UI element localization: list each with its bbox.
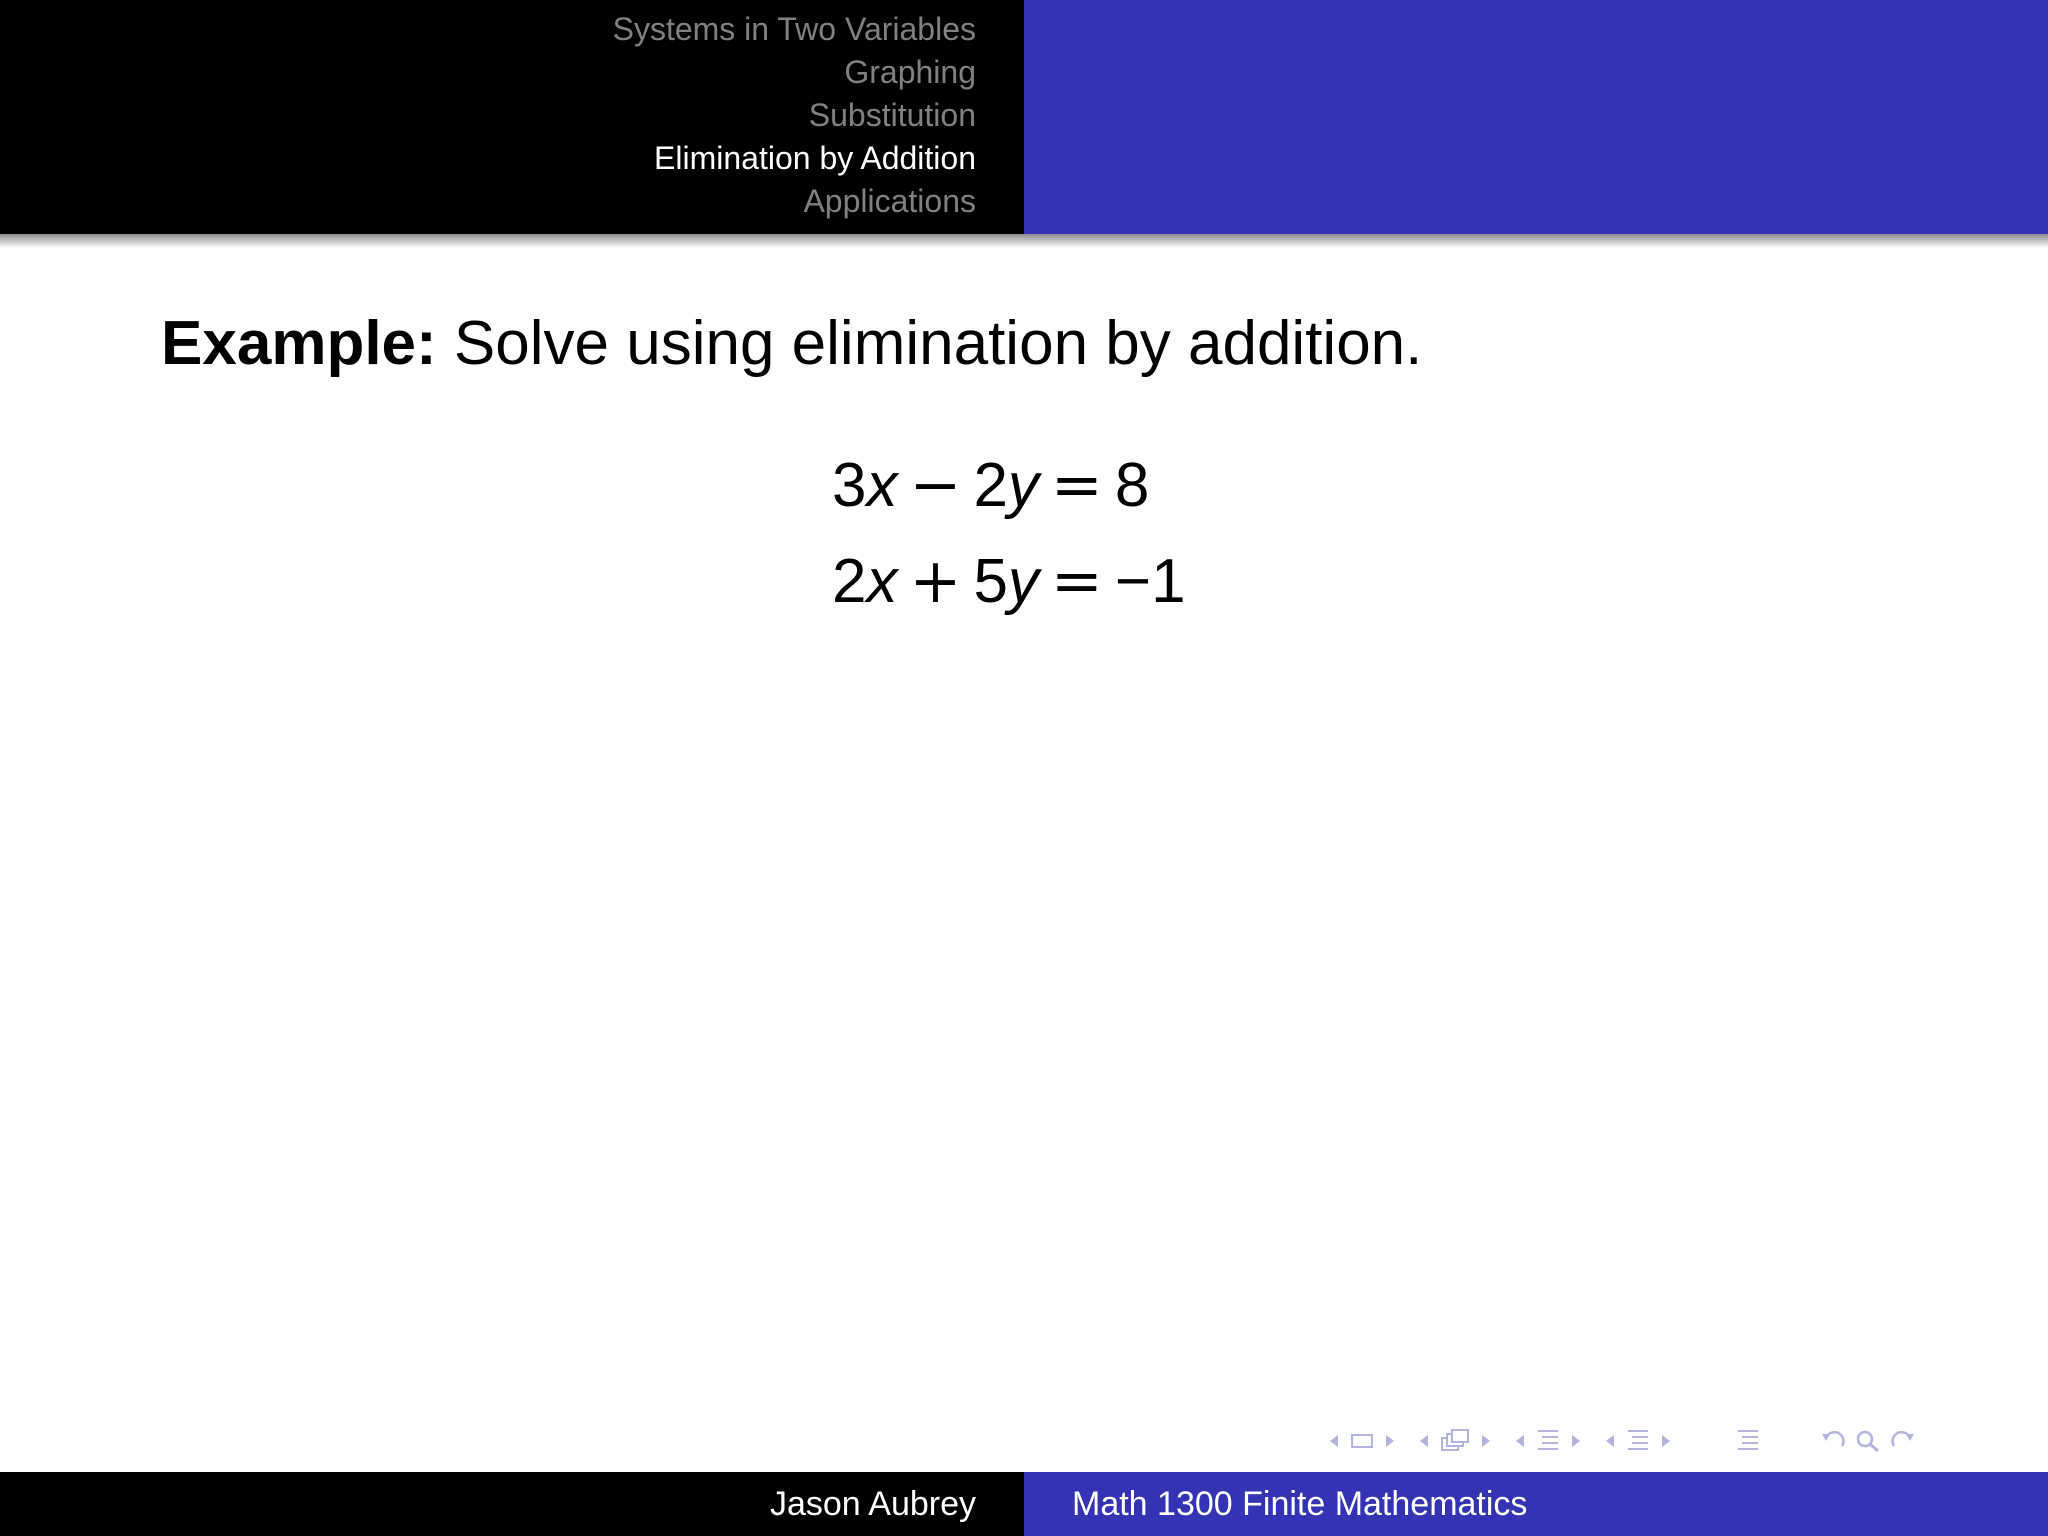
subsection-nav-group [1420,1428,1490,1454]
frame-nav-group [1330,1432,1394,1450]
eq2-var1: x [866,547,898,616]
subsubsection-icon[interactable] [1626,1428,1650,1454]
footer-author-panel [0,1472,1024,1536]
eq1-coef1: 3 [832,451,867,520]
subsubsection-prev-icon[interactable] [1606,1435,1614,1447]
search-group [1820,1428,1916,1454]
eq2-coef2: 5 [973,547,1008,616]
search-icon[interactable] [1854,1428,1882,1454]
nav-item-applications[interactable]: Applications [803,183,976,219]
frame-next-icon[interactable] [1386,1435,1394,1447]
back-icon[interactable] [1820,1428,1848,1454]
header-shadow [0,234,2048,248]
footer-course: Math 1300 Finite Mathematics [1072,1484,1528,1523]
eq1-var1: x [866,451,898,520]
eq2-rhs: −1 [1114,547,1186,616]
eq1-op1: − [909,448,962,521]
eq2-coef1: 2 [832,547,867,616]
example-line [161,308,1422,379]
equation-1 [832,445,1186,541]
header [0,0,2048,234]
footer [0,1472,2048,1536]
example-text: Solve using elimination by addition. [453,309,1423,378]
frame-icon[interactable] [1350,1432,1374,1450]
toc-group [1736,1428,1760,1454]
section-next-icon[interactable] [1572,1435,1580,1447]
subsection-next-icon[interactable] [1482,1435,1490,1447]
toc-icon[interactable] [1736,1428,1760,1454]
example-label: Example: [161,309,437,378]
subsection-icon[interactable] [1440,1428,1470,1454]
section-prev-icon[interactable] [1516,1435,1524,1447]
footer-course-panel [1024,1472,2048,1536]
beamer-nav-symbols [1330,1424,2030,1458]
eq1-rhs: 8 [1114,451,1150,520]
equation-system [832,445,1186,637]
subsection-prev-icon[interactable] [1420,1435,1428,1447]
eq1-coef2: 2 [973,451,1008,520]
eq1-equals: = [1050,448,1103,521]
eq2-var2: y [1007,547,1039,616]
eq1-var2: y [1007,451,1039,520]
section-nav-list [613,8,976,223]
subsubsection-next-icon[interactable] [1662,1435,1670,1447]
eq2-equals: = [1050,544,1103,617]
eq2-op1: + [909,544,962,617]
section-nav-group [1516,1428,1580,1454]
nav-item-elimination[interactable]: Elimination by Addition [654,140,976,176]
subsubsection-nav-group [1606,1428,1670,1454]
forward-icon[interactable] [1888,1428,1916,1454]
header-section-nav [0,0,1024,234]
section-icon[interactable] [1536,1428,1560,1454]
nav-item-graphing[interactable]: Graphing [844,54,976,90]
header-blue-panel [1024,0,2048,234]
equation-2 [832,541,1186,637]
footer-author: Jason Aubrey [769,1484,976,1523]
nav-item-systems[interactable]: Systems in Two Variables [612,11,976,47]
frame-prev-icon[interactable] [1330,1435,1338,1447]
nav-item-substitution[interactable]: Substitution [808,97,976,133]
